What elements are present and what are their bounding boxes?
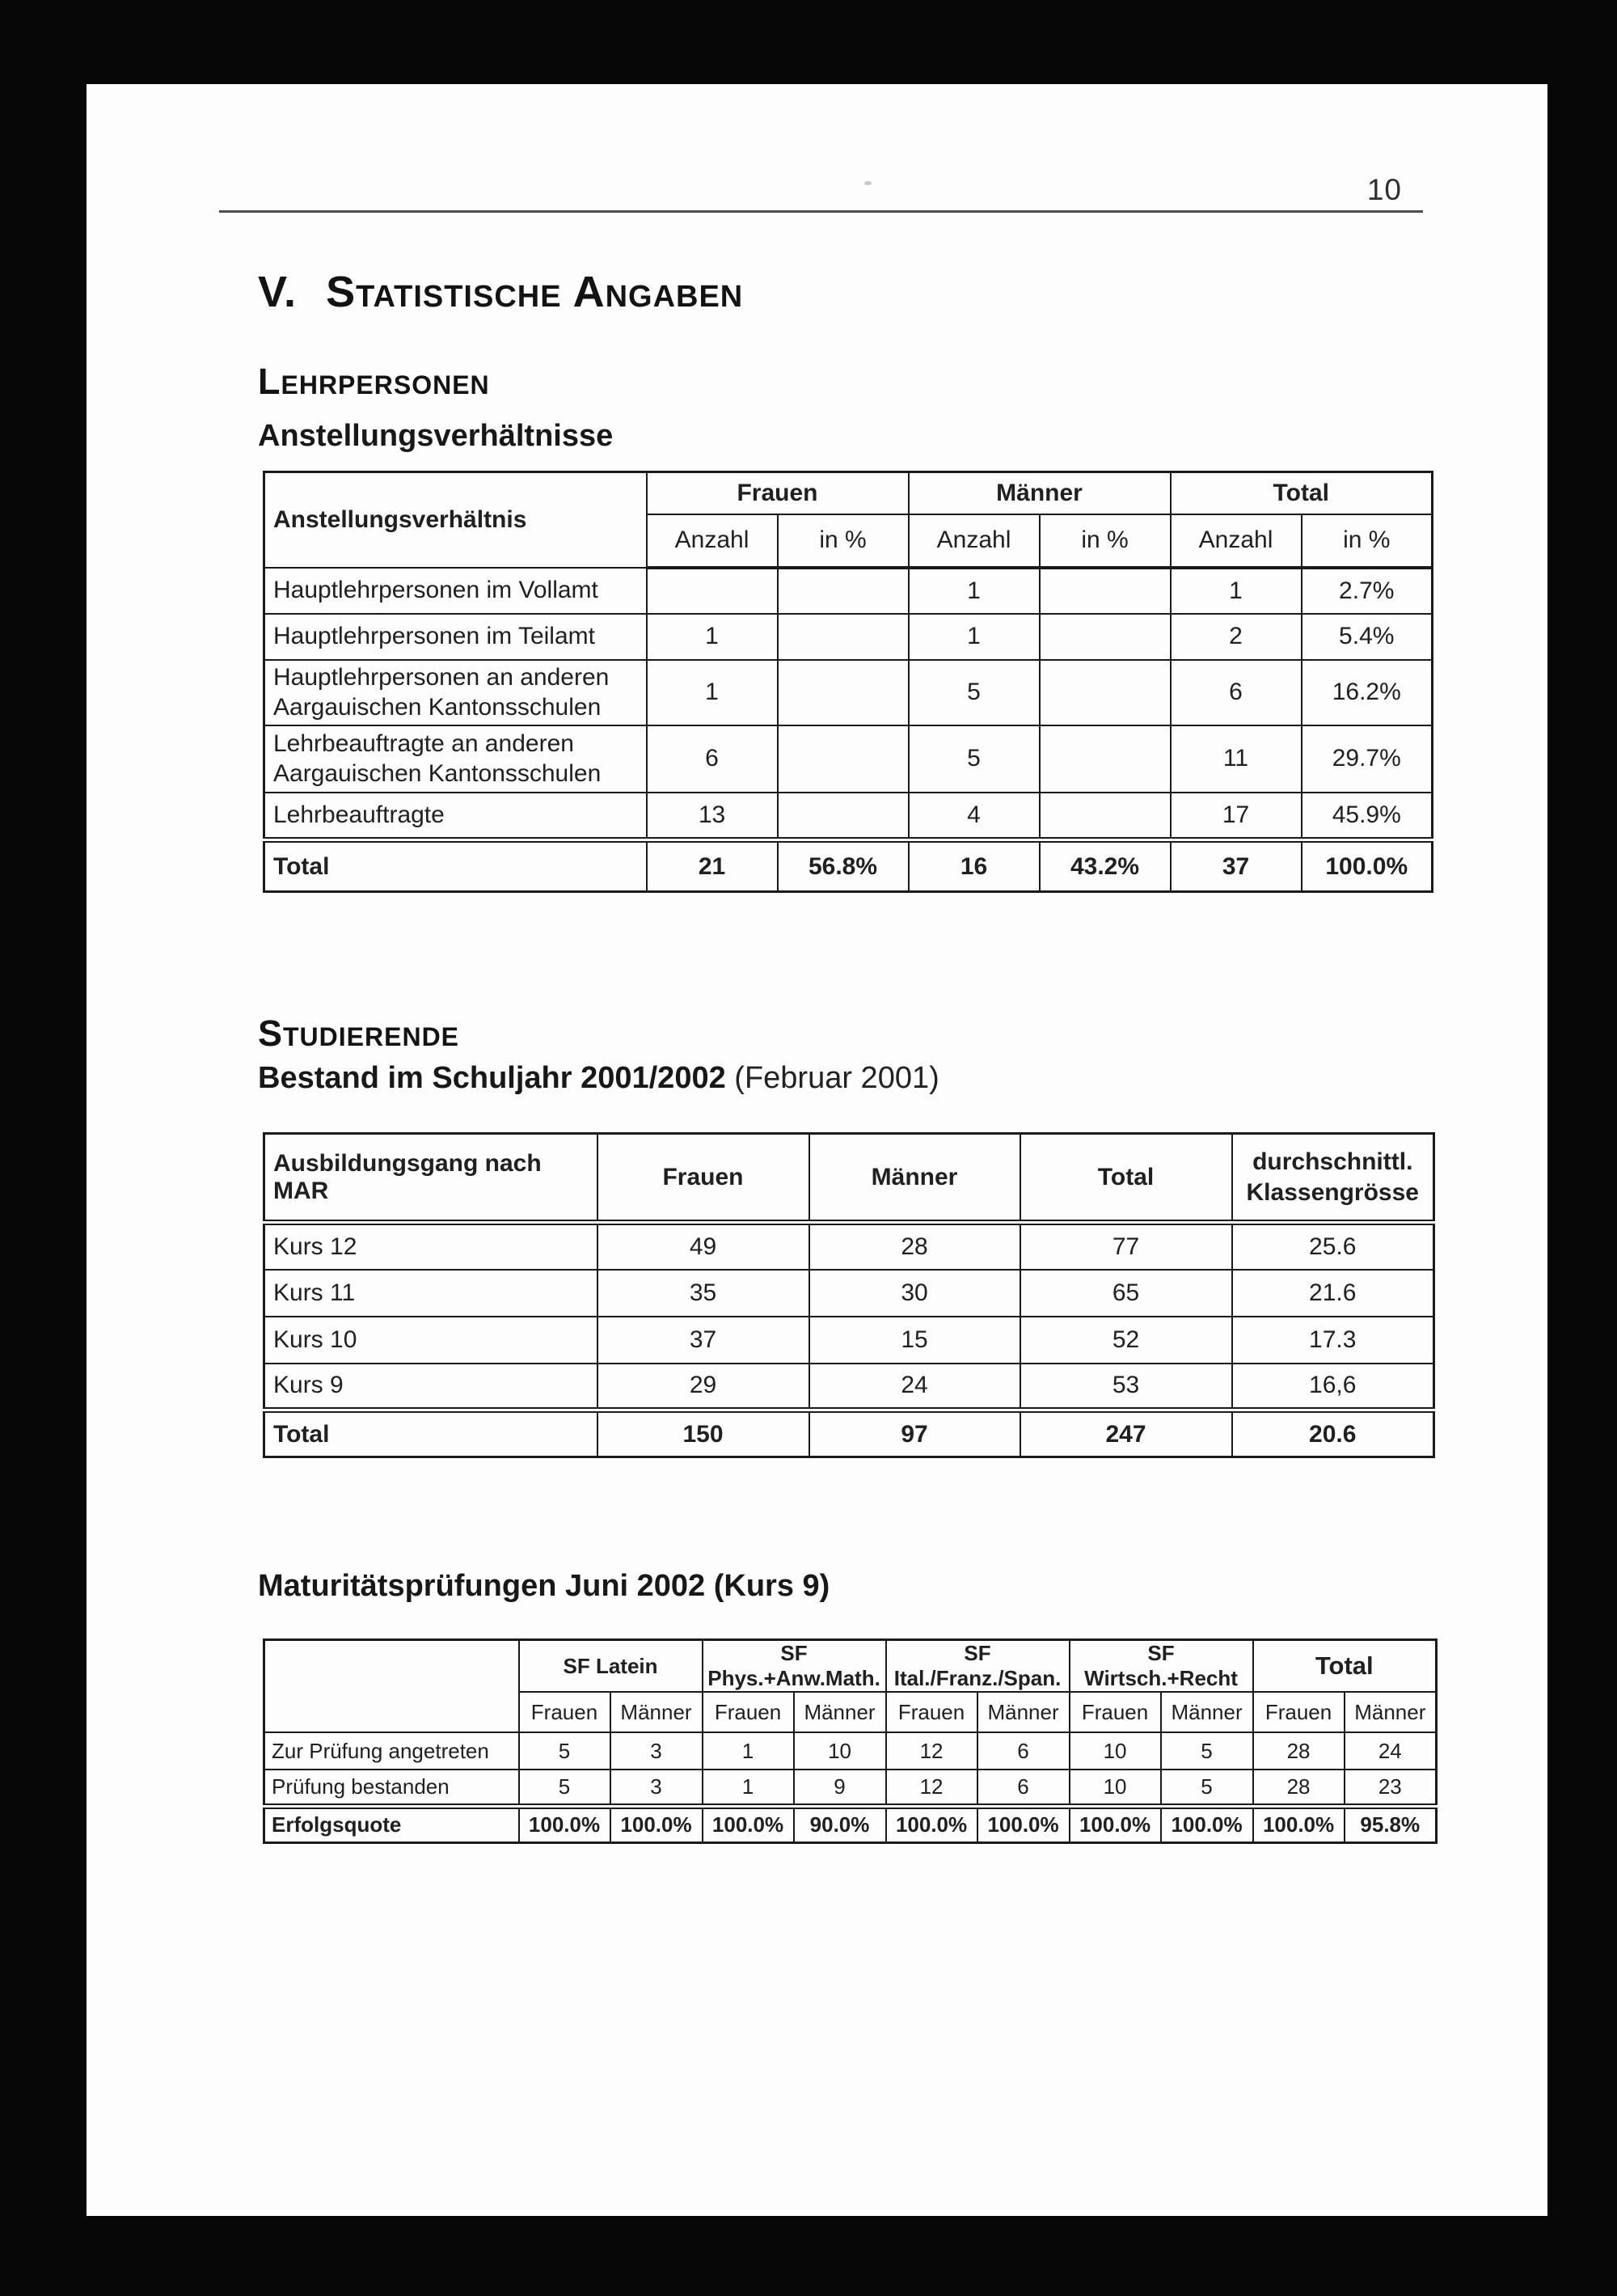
table-header-row bbox=[264, 1134, 1434, 1223]
total-label: Erfolgsquote bbox=[264, 1806, 519, 1842]
cell: 29 bbox=[597, 1364, 809, 1410]
table-total-row bbox=[264, 1806, 1437, 1842]
total-cell: 97 bbox=[809, 1410, 1020, 1457]
cell: 25.6 bbox=[1232, 1223, 1434, 1270]
row-label-line1: Lehrbeauftragte an anderen bbox=[273, 730, 574, 757]
table-total-row bbox=[264, 840, 1433, 892]
cell: 6 bbox=[977, 1732, 1070, 1770]
table-header-row bbox=[264, 1640, 1437, 1693]
row-label bbox=[264, 660, 647, 725]
group-header-sf-phys-anw-math bbox=[703, 1640, 886, 1693]
table-row bbox=[264, 1732, 1437, 1770]
scan-artifact bbox=[864, 181, 872, 185]
table-total-row bbox=[264, 1410, 1434, 1457]
total-cell: 100.0% bbox=[1070, 1806, 1161, 1842]
header-total: Total bbox=[1020, 1134, 1232, 1223]
cell: 1 bbox=[1171, 568, 1302, 614]
table-row bbox=[264, 793, 1433, 840]
total-cell: 100.0% bbox=[977, 1806, 1070, 1842]
cell: 1 bbox=[647, 660, 778, 725]
table-row bbox=[264, 1270, 1434, 1317]
table-maturitaetspruefungen bbox=[263, 1638, 1438, 1844]
page-number: 10 bbox=[1366, 173, 1402, 206]
cell: 5 bbox=[519, 1770, 610, 1806]
cell: 15 bbox=[809, 1317, 1020, 1364]
cell: 28 bbox=[1253, 1770, 1345, 1806]
cell: 28 bbox=[809, 1223, 1020, 1270]
subheader-maenner: Männer bbox=[977, 1692, 1070, 1732]
cell: 52 bbox=[1020, 1317, 1232, 1364]
total-cell: 150 bbox=[597, 1410, 809, 1457]
subheader-frauen: Frauen bbox=[1070, 1692, 1161, 1732]
section-number: V. bbox=[258, 268, 298, 316]
cell bbox=[647, 568, 778, 614]
cell bbox=[1040, 568, 1171, 614]
cell bbox=[778, 660, 909, 725]
table-row bbox=[264, 1223, 1434, 1270]
cell: 1 bbox=[703, 1770, 794, 1806]
cell: 5 bbox=[1161, 1770, 1253, 1806]
cell: 16,6 bbox=[1232, 1364, 1434, 1410]
cell: 12 bbox=[886, 1770, 977, 1806]
cell: 30 bbox=[809, 1270, 1020, 1317]
cell: 12 bbox=[886, 1732, 977, 1770]
cell bbox=[1040, 793, 1171, 840]
cell: 5 bbox=[519, 1732, 610, 1770]
total-cell: 37 bbox=[1171, 840, 1302, 892]
total-cell: 21 bbox=[647, 840, 778, 892]
row-label: Kurs 12 bbox=[264, 1223, 597, 1270]
table-row bbox=[264, 660, 1433, 725]
total-cell: 100.0% bbox=[610, 1806, 703, 1842]
row-label: Lehrbeauftragte bbox=[264, 793, 647, 840]
heading-lehrpersonen: Lehrpersonen bbox=[258, 361, 490, 402]
cell: 2.7% bbox=[1302, 568, 1433, 614]
header-maenner: Männer bbox=[809, 1134, 1020, 1223]
cell bbox=[1040, 660, 1171, 725]
cell: 24 bbox=[1345, 1732, 1437, 1770]
cell: 53 bbox=[1020, 1364, 1232, 1410]
cell: 6 bbox=[647, 725, 778, 793]
group-header-sf-wirtsch-recht: SF Wirtsch.+Recht bbox=[1070, 1640, 1253, 1693]
cell: 17.3 bbox=[1232, 1317, 1434, 1364]
table-bestand bbox=[263, 1132, 1435, 1458]
group-header-line2: Phys.+Anw.Math. bbox=[707, 1666, 880, 1690]
cell bbox=[1040, 725, 1171, 793]
empty-corner-cell bbox=[264, 1640, 519, 1733]
cell: 16.2% bbox=[1302, 660, 1433, 725]
cell: 5 bbox=[909, 660, 1040, 725]
subheader-maenner: Männer bbox=[610, 1692, 703, 1732]
row-label: Kurs 9 bbox=[264, 1364, 597, 1410]
cell bbox=[778, 614, 909, 660]
section-heading bbox=[258, 267, 743, 317]
heading-bestand-bold: Bestand im Schuljahr 2001/2002 bbox=[258, 1061, 726, 1095]
total-cell: 43.2% bbox=[1040, 840, 1171, 892]
subheader-maenner: Männer bbox=[794, 1692, 886, 1732]
cell: 10 bbox=[1070, 1732, 1161, 1770]
total-cell: 100.0% bbox=[1253, 1806, 1345, 1842]
cell: 6 bbox=[1171, 660, 1302, 725]
table-header-row bbox=[264, 472, 1433, 514]
section-title: Statistische Angaben bbox=[326, 268, 744, 316]
subheader-anzahl: Anzahl bbox=[1171, 514, 1302, 568]
row-label: Hauptlehrpersonen im Teilamt bbox=[264, 614, 647, 660]
group-header-line1: SF bbox=[780, 1641, 808, 1665]
cell: 1 bbox=[703, 1732, 794, 1770]
subheader-frauen: Frauen bbox=[886, 1692, 977, 1732]
cell: 37 bbox=[597, 1317, 809, 1364]
heading-anstellungsverhaeltnisse: Anstellungsverhältnisse bbox=[258, 419, 614, 453]
subheader-maenner: Männer bbox=[1345, 1692, 1437, 1732]
table-anstellungsverhaeltnisse bbox=[263, 471, 1433, 893]
row-label: Hauptlehrpersonen im Vollamt bbox=[264, 568, 647, 614]
total-cell: 16 bbox=[909, 840, 1040, 892]
cell: 45.9% bbox=[1302, 793, 1433, 840]
row-label: Kurs 10 bbox=[264, 1317, 597, 1364]
cell: 1 bbox=[909, 568, 1040, 614]
cell: 3 bbox=[610, 1770, 703, 1806]
cell bbox=[778, 725, 909, 793]
cell: 5 bbox=[909, 725, 1040, 793]
group-header-total: Total bbox=[1171, 472, 1433, 514]
total-cell: 247 bbox=[1020, 1410, 1232, 1457]
total-cell: 20.6 bbox=[1232, 1410, 1434, 1457]
cell bbox=[1040, 614, 1171, 660]
table-row bbox=[264, 568, 1433, 614]
column-header: Anstellungsverhältnis bbox=[264, 472, 647, 568]
group-header-frauen: Frauen bbox=[647, 472, 909, 514]
cell: 6 bbox=[977, 1770, 1070, 1806]
cell: 24 bbox=[809, 1364, 1020, 1410]
subheader-in-percent: in % bbox=[1302, 514, 1433, 568]
table-row bbox=[264, 1317, 1434, 1364]
group-header-maenner: Männer bbox=[909, 472, 1171, 514]
heading-studierende: Studierende bbox=[258, 1013, 460, 1054]
cell: 10 bbox=[1070, 1770, 1161, 1806]
group-header-line1: SF bbox=[964, 1641, 991, 1665]
cell bbox=[778, 793, 909, 840]
heading-maturitaetspruefungen: Maturitätsprüfungen Juni 2002 (Kurs 9) bbox=[258, 1569, 830, 1603]
total-cell: 100.0% bbox=[703, 1806, 794, 1842]
subheader-maenner: Männer bbox=[1161, 1692, 1253, 1732]
header-klassengroesse-line1: durchschnittl. bbox=[1252, 1148, 1413, 1175]
cell: 2 bbox=[1171, 614, 1302, 660]
cell: 35 bbox=[597, 1270, 809, 1317]
document-page bbox=[87, 84, 1547, 2216]
group-header-sf-ital-franz-span bbox=[886, 1640, 1070, 1693]
group-header-sf-latein: SF Latein bbox=[519, 1640, 703, 1693]
table-row bbox=[264, 1364, 1434, 1410]
header-klassengroesse-line2: Klassengrösse bbox=[1246, 1178, 1419, 1206]
total-cell: 100.0% bbox=[1302, 840, 1433, 892]
subheader-in-percent: in % bbox=[1040, 514, 1171, 568]
cell: 5.4% bbox=[1302, 614, 1433, 660]
row-label: Kurs 11 bbox=[264, 1270, 597, 1317]
row-label-line2: Aargauischen Kantonsschulen bbox=[273, 760, 602, 787]
cell: 77 bbox=[1020, 1223, 1232, 1270]
cell: 3 bbox=[610, 1732, 703, 1770]
row-label: Zur Prüfung angetreten bbox=[264, 1732, 519, 1770]
cell: 1 bbox=[909, 614, 1040, 660]
cell: 1 bbox=[647, 614, 778, 660]
row-label-line2: Aargauischen Kantonsschulen bbox=[273, 694, 602, 721]
row-label bbox=[264, 725, 647, 793]
cell: 10 bbox=[794, 1732, 886, 1770]
column-header: Ausbildungsgang nach MAR bbox=[264, 1134, 597, 1223]
cell: 17 bbox=[1171, 793, 1302, 840]
subheader-frauen: Frauen bbox=[703, 1692, 794, 1732]
heading-bestand bbox=[258, 1061, 939, 1096]
row-label: Prüfung bestanden bbox=[264, 1770, 519, 1806]
table-row bbox=[264, 725, 1433, 793]
subheader-frauen: Frauen bbox=[1253, 1692, 1345, 1732]
cell: 21.6 bbox=[1232, 1270, 1434, 1317]
subheader-anzahl: Anzahl bbox=[647, 514, 778, 568]
cell: 5 bbox=[1161, 1732, 1253, 1770]
cell: 11 bbox=[1171, 725, 1302, 793]
cell: 28 bbox=[1253, 1732, 1345, 1770]
heading-bestand-normal: (Februar 2001) bbox=[725, 1061, 939, 1095]
cell bbox=[778, 568, 909, 614]
cell: 65 bbox=[1020, 1270, 1232, 1317]
row-label-line1: Hauptlehrpersonen an anderen bbox=[273, 664, 610, 691]
cell: 49 bbox=[597, 1223, 809, 1270]
table-row bbox=[264, 1770, 1437, 1806]
subheader-in-percent: in % bbox=[778, 514, 909, 568]
total-cell: 100.0% bbox=[1161, 1806, 1253, 1842]
total-label: Total bbox=[264, 840, 647, 892]
total-cell: 95.8% bbox=[1345, 1806, 1437, 1842]
total-cell: 90.0% bbox=[794, 1806, 886, 1842]
header-rule bbox=[219, 210, 1423, 213]
table-row bbox=[264, 614, 1433, 660]
group-header-line2: Ital./Franz./Span. bbox=[893, 1666, 1062, 1690]
subheader-anzahl: Anzahl bbox=[909, 514, 1040, 568]
cell: 9 bbox=[794, 1770, 886, 1806]
cell: 23 bbox=[1345, 1770, 1437, 1806]
subheader-frauen: Frauen bbox=[519, 1692, 610, 1732]
total-cell: 100.0% bbox=[886, 1806, 977, 1842]
cell: 13 bbox=[647, 793, 778, 840]
header-klassengroesse bbox=[1232, 1134, 1434, 1223]
total-label: Total bbox=[264, 1410, 597, 1457]
total-cell: 100.0% bbox=[519, 1806, 610, 1842]
cell: 4 bbox=[909, 793, 1040, 840]
group-header-total: Total bbox=[1253, 1640, 1437, 1693]
cell: 29.7% bbox=[1302, 725, 1433, 793]
header-frauen: Frauen bbox=[597, 1134, 809, 1223]
total-cell: 56.8% bbox=[778, 840, 909, 892]
